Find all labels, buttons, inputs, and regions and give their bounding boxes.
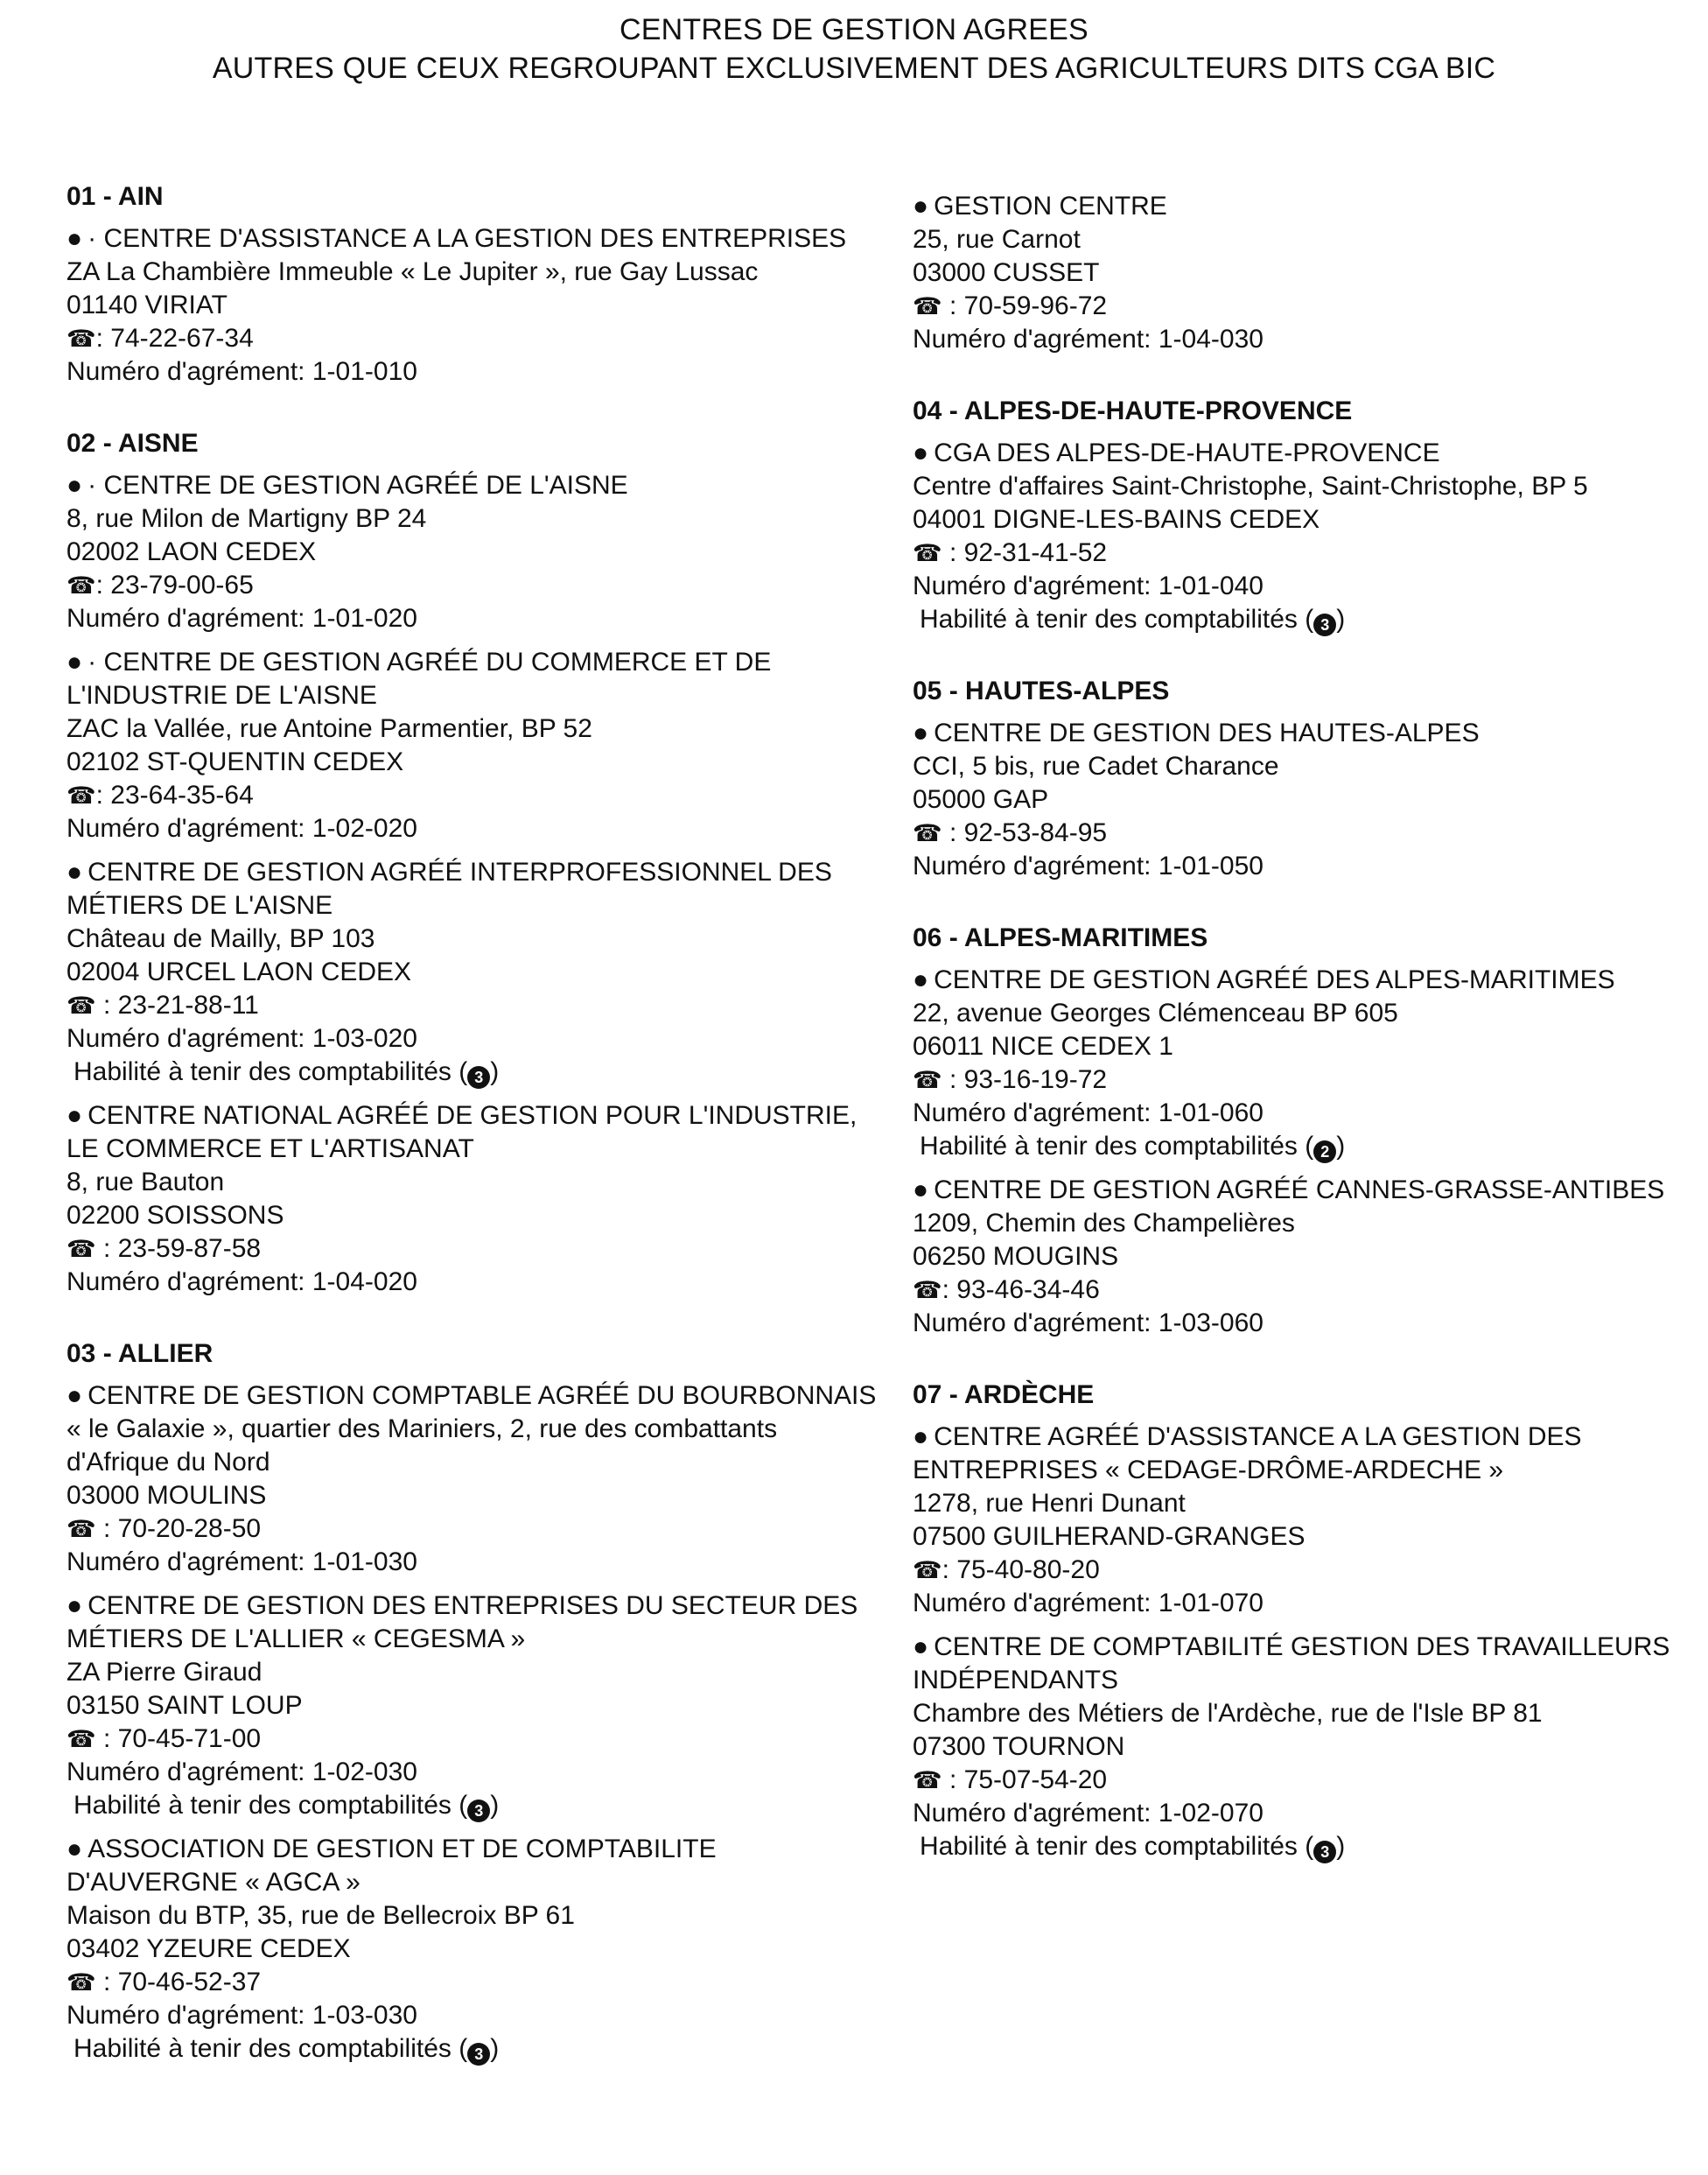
bullet-icon: ● bbox=[913, 1175, 929, 1204]
bullet-icon: ● bbox=[66, 858, 83, 887]
entry-phone bbox=[913, 290, 1704, 323]
phone-number: : 92-53-84-95 bbox=[942, 818, 1108, 847]
entry bbox=[66, 1833, 880, 2066]
dept-title: 06 - ALPES-MARITIMES bbox=[913, 923, 1208, 952]
phone-number: : 70-59-96-72 bbox=[942, 291, 1108, 320]
entry-name bbox=[66, 646, 880, 712]
entry-city: 03402 YZEURE CEDEX bbox=[66, 1934, 351, 1963]
entry-habilitation bbox=[913, 1130, 1704, 1163]
entry-habilitation bbox=[66, 1056, 880, 1089]
entry-agrement: Numéro d'agrément: 1-01-060 bbox=[913, 1098, 1264, 1127]
dept-allier-continued bbox=[913, 190, 1704, 356]
entry-name-text: CENTRE DE GESTION DES ENTREPRISES DU SECTEUR DES MÉTIERS DE L'ALLIER « CEGESMA » bbox=[66, 1591, 858, 1653]
phone-number: : 23-21-88-11 bbox=[95, 991, 259, 1020]
entry-address: Chambre des Métiers de l'Ardèche, rue de l'Isle BP 81 bbox=[913, 1699, 1543, 1728]
entry-name bbox=[913, 1421, 1704, 1487]
entry-city: 02004 URCEL LAON CEDEX bbox=[66, 958, 412, 986]
circled-number-icon: 3 bbox=[467, 1066, 490, 1089]
entry bbox=[913, 1631, 1704, 1863]
entry bbox=[66, 1379, 880, 1579]
habilitation-text: Habilité à tenir des comptabilités ( bbox=[74, 2034, 468, 2063]
entry-city: 07500 GUILHERAND-GRANGES bbox=[913, 1522, 1306, 1551]
entry-habilitation bbox=[66, 2032, 880, 2066]
habilitation-text: Habilité à tenir des comptabilités ( bbox=[74, 1057, 468, 1086]
entry-name bbox=[66, 222, 880, 256]
entry-name-text: · CENTRE DE GESTION AGRÉÉ DE L'AISNE bbox=[88, 471, 628, 500]
entry bbox=[913, 437, 1704, 636]
bullet-icon: ● bbox=[66, 1591, 83, 1620]
bullet-icon: ● bbox=[913, 719, 929, 747]
entry-agrement: Numéro d'agrément: 1-01-020 bbox=[66, 604, 417, 633]
document-header bbox=[0, 11, 1708, 88]
bullet-icon: ● bbox=[913, 439, 929, 467]
entry-agrement: Numéro d'agrément: 1-02-030 bbox=[66, 1758, 417, 1786]
entry-habilitation bbox=[66, 1789, 880, 1822]
entry-name bbox=[913, 1631, 1704, 1697]
entry bbox=[913, 1421, 1704, 1620]
entry-city: 05000 GAP bbox=[913, 785, 1049, 814]
phone-number: : 75-07-54-20 bbox=[942, 1765, 1108, 1794]
phone-number: : 93-16-19-72 bbox=[942, 1065, 1108, 1094]
entry-city: 03000 CUSSET bbox=[913, 258, 1100, 287]
entry-address: CCI, 5 bis, rue Cadet Charance bbox=[913, 752, 1279, 781]
entry-phone bbox=[913, 537, 1704, 570]
entry-name bbox=[913, 1174, 1704, 1207]
phone-number: : 70-20-28-50 bbox=[95, 1514, 262, 1543]
entry-address: 8, rue Bauton bbox=[66, 1168, 225, 1196]
phone-icon: ☎ bbox=[913, 1767, 942, 1793]
entry-city: 01140 VIRIAT bbox=[66, 291, 228, 319]
page-title: CENTRES DE GESTION AGREES bbox=[620, 13, 1088, 46]
circled-number-icon: 3 bbox=[1313, 1841, 1336, 1863]
entry bbox=[913, 717, 1704, 883]
entry-phone bbox=[913, 1063, 1704, 1097]
dept-alpes-de-haute-provence bbox=[913, 395, 1704, 636]
entry-phone bbox=[66, 569, 880, 602]
phone-number: : 93-46-34-46 bbox=[942, 1275, 1100, 1304]
entry-name-text: · CENTRE DE GESTION AGRÉÉ DU COMMERCE ET DE L'INDUSTRIE DE L'AISNE bbox=[66, 648, 772, 710]
dept-alpes-maritimes bbox=[913, 922, 1704, 1340]
entry-city: 02002 LAON CEDEX bbox=[66, 537, 317, 566]
phone-number: : 23-79-00-65 bbox=[95, 571, 254, 600]
entry-phone bbox=[66, 1722, 880, 1756]
dept-title: 04 - ALPES-DE-HAUTE-PROVENCE bbox=[913, 396, 1353, 425]
entry-name bbox=[913, 437, 1704, 470]
entry-name bbox=[913, 190, 1704, 223]
entry-city: 02102 ST-QUENTIN CEDEX bbox=[66, 747, 404, 776]
phone-number: : 92-31-41-52 bbox=[942, 538, 1108, 567]
page-subtitle: AUTRES QUE CEUX REGROUPANT EXCLUSIVEMENT DES AGRICULTEURS DITS CGA BIC bbox=[212, 52, 1496, 85]
bullet-icon: ● bbox=[66, 1835, 83, 1863]
entry-name bbox=[913, 964, 1704, 997]
phone-icon: ☎ bbox=[913, 1557, 942, 1583]
entry-phone bbox=[913, 1764, 1704, 1797]
entry-name bbox=[66, 856, 880, 923]
entry-phone bbox=[66, 989, 880, 1022]
entry-name-text: CENTRE DE COMPTABILITÉ GESTION DES TRAVAILLEURS INDÉPENDANTS bbox=[913, 1632, 1670, 1694]
phone-icon: ☎ bbox=[913, 1067, 942, 1093]
entry bbox=[66, 222, 880, 389]
bullet-icon: ● bbox=[913, 192, 929, 221]
entry-phone bbox=[66, 322, 880, 355]
entry-name bbox=[66, 1833, 880, 1899]
habilitation-text: Habilité à tenir des comptabilités ( bbox=[920, 605, 1314, 634]
entry-agrement: Numéro d'agrément: 1-04-030 bbox=[913, 325, 1264, 354]
entry-phone bbox=[913, 1554, 1704, 1587]
entry-address: 1278, rue Henri Dunant bbox=[913, 1489, 1186, 1518]
habilitation-close: ) bbox=[1336, 1832, 1346, 1861]
entry-name-text: CENTRE DE GESTION AGRÉÉ DES ALPES-MARITIMES bbox=[934, 965, 1615, 994]
left-column bbox=[66, 180, 880, 2104]
entry-name bbox=[66, 1589, 880, 1656]
entry-address: ZA Pierre Giraud bbox=[66, 1658, 262, 1687]
habilitation-close: ) bbox=[490, 1057, 500, 1086]
entry-agrement: Numéro d'agrément: 1-02-070 bbox=[913, 1799, 1264, 1828]
entry bbox=[66, 856, 880, 1089]
entry-city: 03150 SAINT LOUP bbox=[66, 1691, 303, 1720]
entry bbox=[66, 1589, 880, 1822]
entry-name bbox=[66, 1379, 880, 1413]
entry-name bbox=[913, 717, 1704, 750]
bullet-icon: ● bbox=[66, 471, 83, 500]
entry-city: 04001 DIGNE-LES-BAINS CEDEX bbox=[913, 505, 1320, 534]
entry-city: 07300 TOURNON bbox=[913, 1732, 1125, 1761]
entry-agrement: Numéro d'agrément: 1-01-010 bbox=[66, 357, 417, 386]
habilitation-text: Habilité à tenir des comptabilités ( bbox=[74, 1791, 468, 1820]
dept-title: 03 - ALLIER bbox=[66, 1339, 214, 1368]
entry bbox=[66, 469, 880, 635]
dept-aisne bbox=[66, 427, 880, 1299]
phone-number: : 75-40-80-20 bbox=[942, 1555, 1100, 1584]
bullet-icon: ● bbox=[913, 965, 929, 994]
entry-agrement: Numéro d'agrément: 1-03-030 bbox=[66, 2001, 417, 2030]
habilitation-close: ) bbox=[1336, 1132, 1346, 1161]
dept-ain bbox=[66, 180, 880, 389]
entry-name-text: CENTRE DE GESTION AGRÉÉ CANNES-GRASSE-ANTIBES bbox=[934, 1175, 1665, 1204]
entry-address: ZA La Chambière Immeuble « Le Jupiter », rue Gay Lussac bbox=[66, 257, 759, 286]
entry-phone bbox=[913, 1273, 1704, 1307]
entry-agrement: Numéro d'agrément: 1-03-060 bbox=[913, 1309, 1264, 1337]
habilitation-close: ) bbox=[490, 1791, 500, 1820]
entry-name bbox=[66, 1099, 880, 1166]
entry-phone bbox=[66, 779, 880, 812]
habilitation-text: Habilité à tenir des comptabilités ( bbox=[920, 1832, 1314, 1861]
entry-address: Maison du BTP, 35, rue de Bellecroix BP 61 bbox=[66, 1901, 575, 1930]
bullet-icon: ● bbox=[913, 1632, 929, 1661]
entry-city: 06250 MOUGINS bbox=[913, 1242, 1119, 1271]
entry bbox=[913, 1174, 1704, 1340]
circled-number-icon: 2 bbox=[1313, 1140, 1336, 1163]
dept-hautes-alpes bbox=[913, 675, 1704, 883]
dept-title: 01 - AIN bbox=[66, 182, 164, 211]
entry-phone bbox=[66, 1232, 880, 1266]
phone-icon: ☎ bbox=[913, 820, 942, 846]
habilitation-close: ) bbox=[490, 2034, 500, 2063]
entry-address: 8, rue Milon de Martigny BP 24 bbox=[66, 504, 427, 533]
entry bbox=[913, 964, 1704, 1163]
dept-title: 07 - ARDÈCHE bbox=[913, 1380, 1095, 1409]
entry-name-text: GESTION CENTRE bbox=[934, 192, 1167, 221]
bullet-icon: ● bbox=[66, 1101, 83, 1130]
entry-habilitation bbox=[913, 1830, 1704, 1863]
dept-title: 02 - AISNE bbox=[66, 429, 199, 458]
entry-name-text: CENTRE DE GESTION DES HAUTES-ALPES bbox=[934, 719, 1480, 747]
entry-name-text: · CENTRE D'ASSISTANCE A LA GESTION DES ENTREPRISES bbox=[88, 224, 847, 253]
entry-agrement: Numéro d'agrément: 1-01-070 bbox=[913, 1589, 1264, 1617]
dept-allier bbox=[66, 1337, 880, 2066]
phone-icon: ☎ bbox=[66, 1516, 96, 1542]
phone-icon: ☎ bbox=[913, 293, 942, 319]
entry-name-text: CENTRE NATIONAL AGRÉÉ DE GESTION POUR L'INDUSTRIE, LE COMMERCE ET L'ARTISANAT bbox=[66, 1101, 858, 1163]
entry-city: 02200 SOISSONS bbox=[66, 1201, 284, 1230]
circled-number-icon: 3 bbox=[467, 1800, 490, 1822]
habilitation-close: ) bbox=[1336, 605, 1346, 634]
phone-number: : 74-22-67-34 bbox=[95, 324, 254, 353]
bullet-icon: ● bbox=[66, 224, 83, 253]
entry-phone bbox=[913, 817, 1704, 850]
dept-ardeche bbox=[913, 1379, 1704, 1863]
entry-address: Centre d'affaires Saint-Christophe, Saint-Christophe, BP 5 bbox=[913, 472, 1588, 501]
entry-address: Château de Mailly, BP 103 bbox=[66, 924, 375, 953]
phone-icon: ☎ bbox=[913, 1277, 942, 1303]
dept-title: 05 - HAUTES-ALPES bbox=[913, 677, 1170, 705]
entry-agrement: Numéro d'agrément: 1-01-030 bbox=[66, 1547, 417, 1576]
entry-address: « le Galaxie », quartier des Mariniers, 2, rue des combattants d'Afrique du Nord bbox=[66, 1414, 778, 1477]
phone-icon: ☎ bbox=[66, 1726, 96, 1752]
phone-number: : 70-46-52-37 bbox=[95, 1968, 262, 1996]
bullet-icon: ● bbox=[66, 648, 83, 677]
phone-number: : 23-59-87-58 bbox=[95, 1234, 262, 1263]
entry-name-text: CENTRE DE GESTION AGRÉÉ INTERPROFESSIONNEL DES MÉTIERS DE L'AISNE bbox=[66, 858, 832, 920]
habilitation-text: Habilité à tenir des comptabilités ( bbox=[920, 1132, 1314, 1161]
phone-icon: ☎ bbox=[66, 782, 96, 809]
entry-name-text: ASSOCIATION DE GESTION ET DE COMPTABILITE D'AUVERGNE « AGCA » bbox=[66, 1835, 717, 1897]
entry-name-text: CENTRE AGRÉÉ D'ASSISTANCE A LA GESTION DES ENTREPRISES « CEDAGE-DRÔME-ARDECHE » bbox=[913, 1422, 1582, 1484]
entry-address: 25, rue Carnot bbox=[913, 225, 1081, 254]
phone-number: : 70-45-71-00 bbox=[95, 1724, 262, 1753]
phone-number: : 23-64-35-64 bbox=[95, 781, 254, 810]
entry-name-text: CENTRE DE GESTION COMPTABLE AGRÉÉ DU BOURBONNAIS bbox=[88, 1381, 877, 1410]
bullet-icon: ● bbox=[913, 1422, 929, 1451]
entry bbox=[66, 1099, 880, 1299]
entry-address: ZAC la Vallée, rue Antoine Parmentier, BP 52 bbox=[66, 714, 592, 743]
entry-name-text: CGA DES ALPES-DE-HAUTE-PROVENCE bbox=[934, 439, 1440, 467]
entry-agrement: Numéro d'agrément: 1-03-020 bbox=[66, 1024, 417, 1053]
phone-icon: ☎ bbox=[66, 993, 96, 1019]
entry-agrement: Numéro d'agrément: 1-01-050 bbox=[913, 852, 1264, 881]
circled-number-icon: 3 bbox=[1313, 614, 1336, 636]
entry-address: 1209, Chemin des Champelières bbox=[913, 1209, 1295, 1238]
entry bbox=[913, 190, 1704, 356]
phone-icon: ☎ bbox=[66, 1969, 96, 1996]
phone-icon: ☎ bbox=[66, 1236, 96, 1262]
phone-icon: ☎ bbox=[913, 540, 942, 566]
circled-number-icon: 3 bbox=[467, 2043, 490, 2066]
entry-phone bbox=[66, 1512, 880, 1546]
entry-agrement: Numéro d'agrément: 1-01-040 bbox=[913, 572, 1264, 600]
entry-city: 03000 MOULINS bbox=[66, 1481, 267, 1510]
entry-habilitation bbox=[913, 603, 1704, 636]
entry-agrement: Numéro d'agrément: 1-04-020 bbox=[66, 1267, 417, 1296]
bullet-icon: ● bbox=[66, 1381, 83, 1410]
entry-agrement: Numéro d'agrément: 1-02-020 bbox=[66, 814, 417, 843]
entry-address: 22, avenue Georges Clémenceau BP 605 bbox=[913, 999, 1398, 1028]
entry bbox=[66, 646, 880, 845]
right-column bbox=[913, 190, 1704, 1902]
entry-city: 06011 NICE CEDEX 1 bbox=[913, 1032, 1173, 1061]
phone-icon: ☎ bbox=[66, 572, 96, 599]
entry-phone bbox=[66, 1966, 880, 1999]
phone-icon: ☎ bbox=[66, 326, 96, 352]
entry-name bbox=[66, 469, 880, 502]
